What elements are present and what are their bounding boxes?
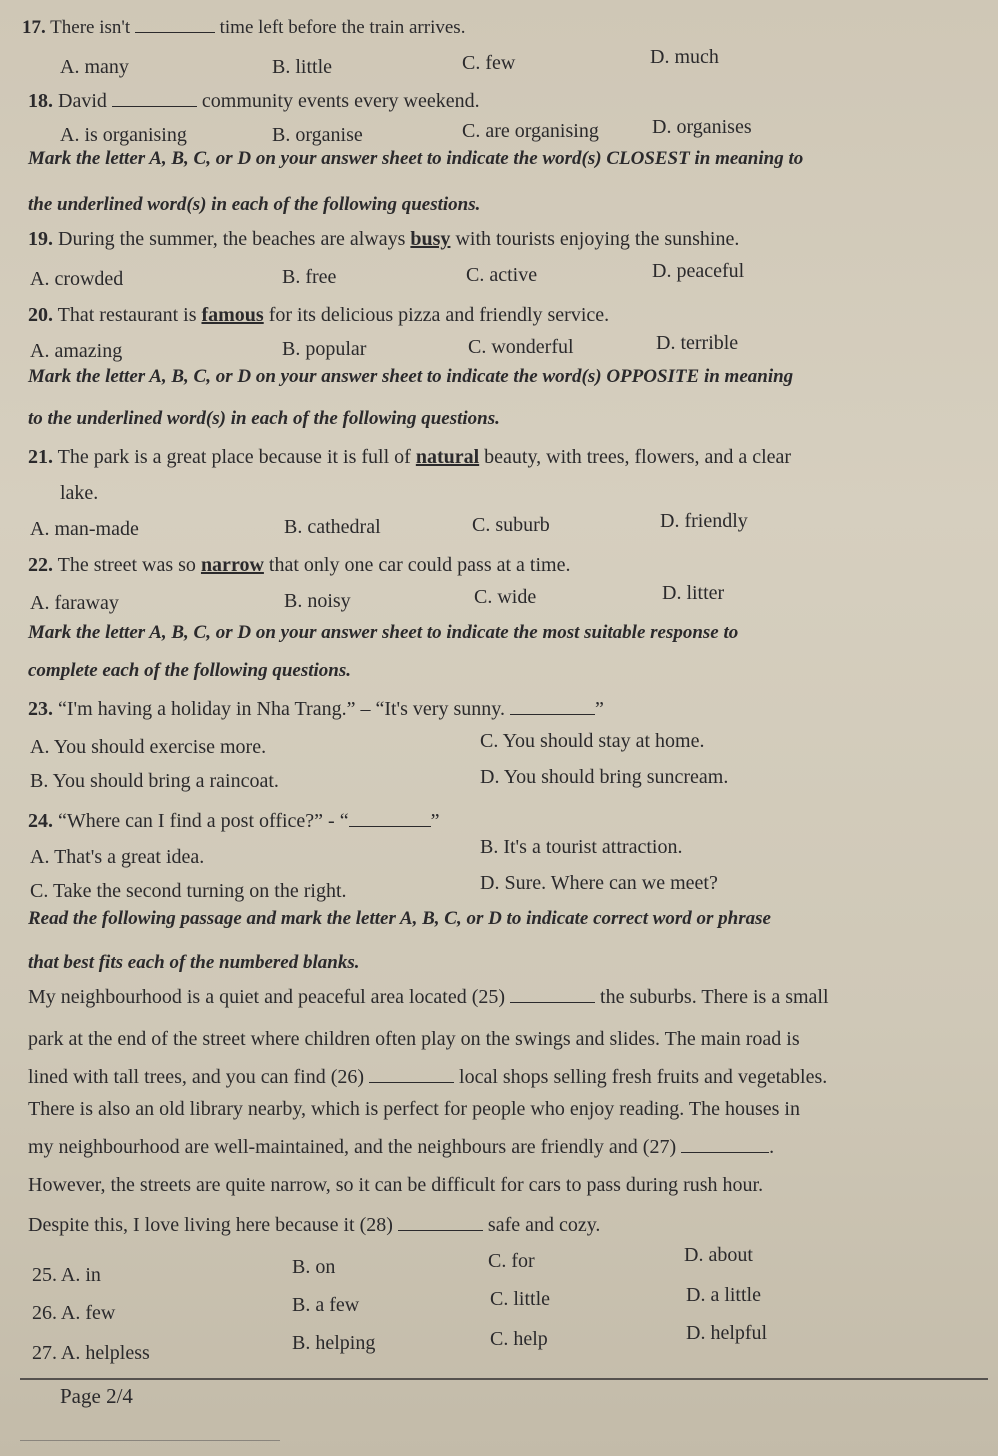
passage-line (28, 1064, 827, 1090)
answer-blank (510, 696, 595, 715)
option-d: D. You should bring suncream. (480, 766, 729, 788)
closing-quote: ” (594, 698, 604, 720)
passage-text: Despite this, I love living here because it (28) (28, 1214, 393, 1236)
question-number: 19. (28, 228, 53, 250)
option-a: 27. A. helpless (32, 1342, 150, 1364)
underlined-word: natural (415, 446, 480, 468)
question-24 (28, 808, 439, 834)
option-d: D. friendly (660, 510, 748, 532)
option-a: A. man-made (30, 518, 139, 540)
option-d: D. a little (686, 1284, 761, 1306)
answer-blank-25 (510, 984, 595, 1003)
question-stem: “I'm having a holiday in Nha Trang.” – “It's very sunny. (58, 698, 505, 720)
question-stem-continued: lake. (60, 482, 99, 504)
question-stem: “Where can I find a post office?” - “ (58, 810, 349, 832)
question-number: 22. (28, 554, 53, 576)
underlined-word: narrow (200, 554, 264, 576)
option-c: C. are organising (462, 120, 599, 142)
passage-text: local shops selling fresh fruits and vegetables. (459, 1066, 828, 1088)
option-d: D. organises (652, 116, 752, 138)
question-stem: The park is a great place because it is full of (57, 446, 411, 468)
option-d: D. helpful (686, 1322, 768, 1344)
option-b: B. popular (282, 338, 367, 360)
footer-divider (20, 1378, 988, 1380)
option-d: D. Sure. Where can we meet? (480, 872, 718, 894)
option-a: A. amazing (30, 340, 123, 362)
instruction-response: complete each of the following questions. (28, 660, 351, 681)
option-a: A. faraway (30, 592, 119, 614)
question-number: 17. (22, 17, 46, 38)
question-stem: time left before the train arrives. (219, 17, 466, 38)
option-b: B. cathedral (284, 516, 381, 538)
passage-line (28, 1134, 774, 1160)
passage-line (28, 1212, 600, 1238)
question-stem: The street was so (57, 554, 196, 576)
question-number: 20. (28, 304, 53, 326)
option-c: C. little (490, 1288, 550, 1310)
option-b: B. a few (292, 1294, 360, 1316)
instruction-opposite-meaning: Mark the letter A, B, C, or D on your answer sheet to indicate the word(s) OPPOSITE in meaning (28, 366, 794, 387)
underlined-word: busy (410, 228, 451, 250)
option-a: 26. A. few (32, 1302, 116, 1324)
question-stem: for its delicious pizza and friendly service. (268, 304, 610, 326)
option-a: A. many (60, 56, 129, 78)
question-17 (22, 14, 465, 41)
question-number: 23. (28, 698, 53, 720)
closing-quote: ” (430, 810, 440, 832)
answer-blank-28 (398, 1212, 483, 1231)
option-c: C. few (462, 52, 516, 74)
option-b: B. on (292, 1256, 336, 1278)
option-b: B. noisy (284, 590, 351, 612)
option-a: 25. A. in (32, 1264, 101, 1286)
option-b: B. It's a tourist attraction. (480, 836, 683, 858)
option-a: A. That's a great idea. (30, 846, 205, 868)
answer-blank-26 (369, 1064, 454, 1083)
instruction-closest-meaning: Mark the letter A, B, C, or D on your answer sheet to indicate the word(s) CLOSEST in meaning to (28, 148, 804, 169)
option-c: C. active (466, 264, 538, 286)
question-stem: That restaurant is (57, 304, 197, 326)
instruction-closest-meaning: the underlined word(s) in each of the following questions. (28, 194, 481, 215)
instruction-response: Mark the letter A, B, C, or D on your answer sheet to indicate the most suitable response to (28, 622, 739, 643)
option-c: C. Take the second turning on the right. (30, 880, 347, 902)
answer-blank (349, 808, 431, 827)
option-b: B. You should bring a raincoat. (30, 770, 279, 792)
option-b: B. free (282, 266, 337, 288)
option-a: A. You should exercise more. (30, 736, 267, 758)
passage-text: the suburbs. There is a small (600, 986, 829, 1008)
question-stem: There isn't (50, 17, 131, 38)
question-18 (28, 88, 480, 114)
passage-text: lined with tall trees, and you can find (26) (28, 1066, 365, 1088)
question-21 (28, 444, 791, 470)
question-number: 21. (28, 446, 53, 468)
question-stem: beauty, with trees, flowers, and a clear (484, 446, 792, 468)
passage-text: My neighbourhood is a quiet and peaceful area located (25) (28, 986, 506, 1008)
page-number: Page 2/4 (60, 1384, 133, 1408)
option-c: C. wonderful (468, 336, 574, 358)
passage-line: However, the streets are quite narrow, so it can be difficult for cars to pass during rush hour. (28, 1174, 764, 1196)
passage-line: There is also an old library nearby, which is perfect for people who enjoy reading. The houses in (28, 1098, 800, 1120)
question-20 (28, 302, 609, 328)
bottom-divider (20, 1440, 280, 1441)
option-c: C. You should stay at home. (480, 730, 705, 752)
option-a: A. is organising (60, 124, 187, 146)
option-d: D. litter (662, 582, 725, 604)
option-d: D. much (650, 46, 719, 68)
option-a: A. crowded (30, 268, 124, 290)
instruction-opposite-meaning: to the underlined word(s) in each of the following questions. (28, 408, 500, 429)
question-number: 18. (28, 90, 53, 112)
question-stem: During the summer, the beaches are always (58, 228, 406, 250)
instruction-passage: Read the following passage and mark the letter A, B, C, or D to indicate correct word or phrase (28, 908, 771, 929)
option-c: C. help (490, 1328, 548, 1350)
passage-text: my neighbourhood are well-maintained, and the neighbours are friendly and (27) (28, 1136, 677, 1158)
option-c: C. suburb (472, 514, 550, 536)
passage-text: safe and cozy. (487, 1214, 601, 1236)
option-c: C. for (488, 1250, 535, 1272)
option-b: B. little (272, 56, 332, 78)
answer-blank (112, 88, 197, 107)
instruction-passage: that best fits each of the numbered blanks. (28, 952, 360, 973)
answer-blank (135, 14, 215, 33)
question-stem: David (58, 90, 107, 112)
passage-line (28, 984, 829, 1010)
option-b: B. organise (272, 124, 363, 146)
question-22 (28, 552, 570, 578)
underlined-word: famous (201, 304, 264, 326)
question-stem: community events every weekend. (201, 90, 480, 112)
option-b: B. helping (292, 1332, 376, 1354)
option-d: D. peaceful (652, 260, 745, 282)
question-stem: with tourists enjoying the sunshine. (455, 228, 740, 250)
option-d: D. about (684, 1244, 753, 1266)
question-23 (28, 696, 604, 722)
question-stem: that only one car could pass at a time. (268, 554, 571, 576)
option-d: D. terrible (656, 332, 739, 354)
question-19 (28, 226, 739, 252)
passage-text: . (769, 1136, 775, 1158)
option-c: C. wide (474, 586, 537, 608)
answer-blank-27 (681, 1134, 769, 1153)
passage-line: park at the end of the street where children often play on the swings and slides. The main road is (28, 1028, 800, 1050)
question-number: 24. (28, 810, 53, 832)
